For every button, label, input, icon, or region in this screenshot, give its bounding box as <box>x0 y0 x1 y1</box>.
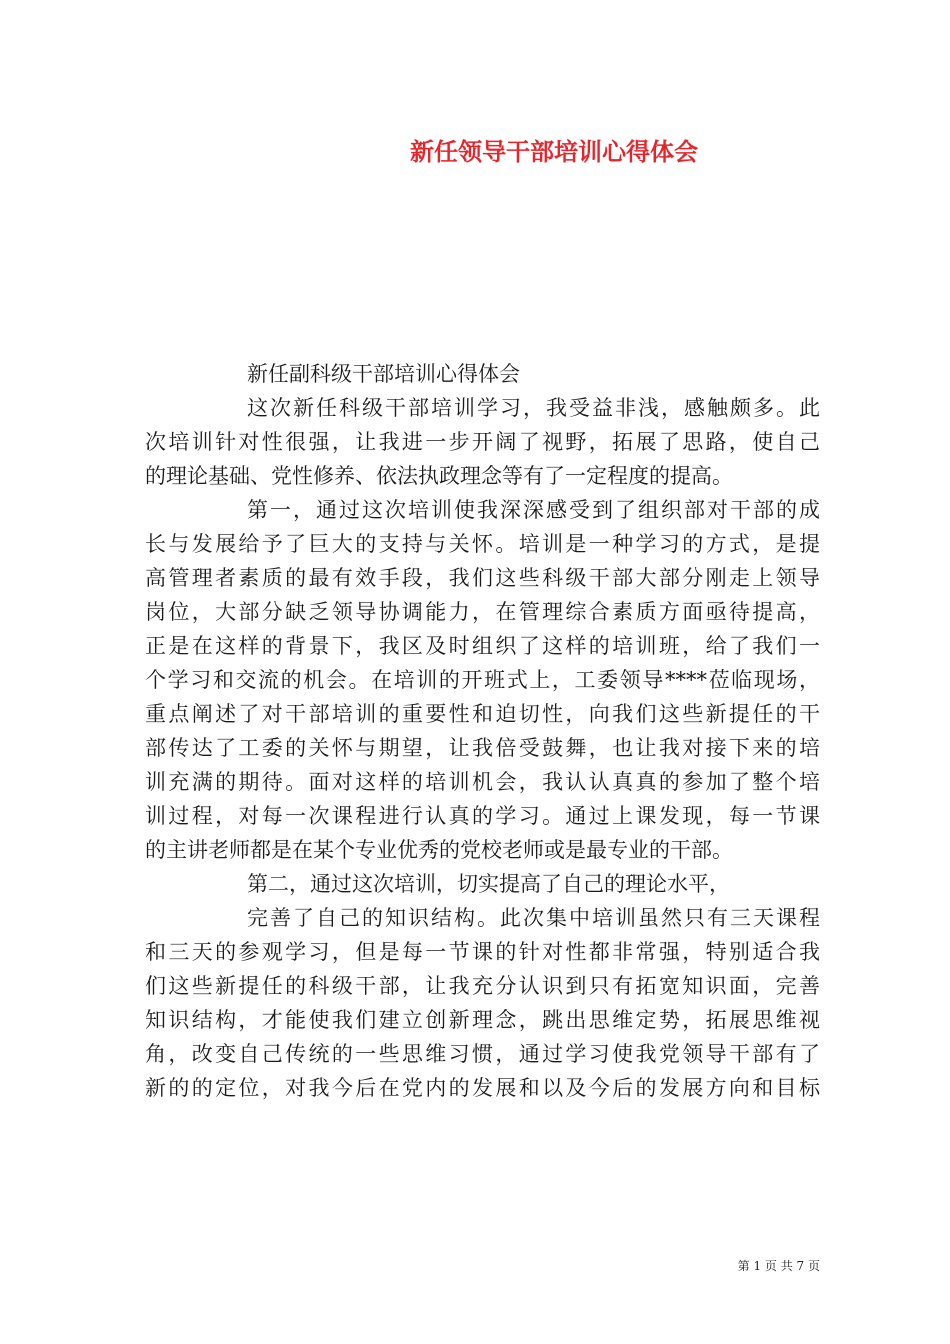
paragraph-line: 和三天的参观学习，但是每一节课的针对性都非常强，特别适合我 <box>145 940 820 964</box>
paragraph-line: 次培训针对性很强，让我进一步开阔了视野，拓展了思路，使自己 <box>145 430 820 454</box>
paragraph-line: 第一，通过这次培训使我深深感受到了组织部对干部的成 <box>247 498 820 522</box>
paragraph-line: 个学习和交流的机会。在培训的开班式上，工委领导****莅临现场， <box>145 668 820 692</box>
document-title: 新任领导干部培训心得体会 <box>410 137 698 166</box>
document-body <box>145 357 820 1105</box>
paragraph-line: 知识结构，才能使我们建立创新理念，跳出思维定势，拓展思维视 <box>145 1008 820 1032</box>
paragraph-line: 这次新任科级干部培训学习，我受益非浅，感触颇多。此 <box>247 396 820 420</box>
paragraph-line: 岗位，大部分缺乏领导协调能力，在管理综合素质方面亟待提高， <box>145 600 820 624</box>
paragraph-line: 的理论基础、党性修养、依法执政理念等有了一定程度的提高。 <box>145 464 733 488</box>
paragraph-line: 高管理者素质的最有效手段，我们这些科级干部大部分刚走上领导 <box>145 566 820 590</box>
paragraph-line: 长与发展给予了巨大的支持与关怀。培训是一种学习的方式，是提 <box>145 532 820 556</box>
paragraph-line: 正是在这样的背景下，我区及时组织了这样的培训班，给了我们一 <box>145 634 820 658</box>
paragraph-line: 第二，通过这次培训，切实提高了自己的理论水平， <box>247 872 730 896</box>
paragraph-line: 重点阐述了对干部培训的重要性和迫切性，向我们这些新提任的干 <box>145 702 820 726</box>
paragraph-line: 们这些新提任的科级干部，让我充分认识到只有拓宽知识面，完善 <box>145 974 820 998</box>
paragraph-line: 角，改变自己传统的一些思维习惯，通过学习使我党领导干部有了 <box>145 1042 820 1066</box>
paragraph-line: 训过程，对每一次课程进行认真的学习。通过上课发现，每一节课 <box>145 804 820 828</box>
paragraph-line: 完善了自己的知识结构。此次集中培训虽然只有三天课程 <box>247 906 820 930</box>
paragraph-line: 新的的定位，对我今后在党内的发展和以及今后的发展方向和目标 <box>145 1076 820 1100</box>
page-number-footer: 第 1 页 共 7 页 <box>737 1259 820 1273</box>
subtitle-line: 新任副科级干部培训心得体会 <box>247 362 520 386</box>
paragraph-line: 的主讲老师都是在某个专业优秀的党校老师或是最专业的干部。 <box>145 838 733 862</box>
paragraph-line: 部传达了工委的关怀与期望，让我倍受鼓舞，也让我对接下来的培 <box>145 736 820 760</box>
paragraph-line: 训充满的期待。面对这样的培训机会，我认认真真的参加了整个培 <box>145 770 820 794</box>
